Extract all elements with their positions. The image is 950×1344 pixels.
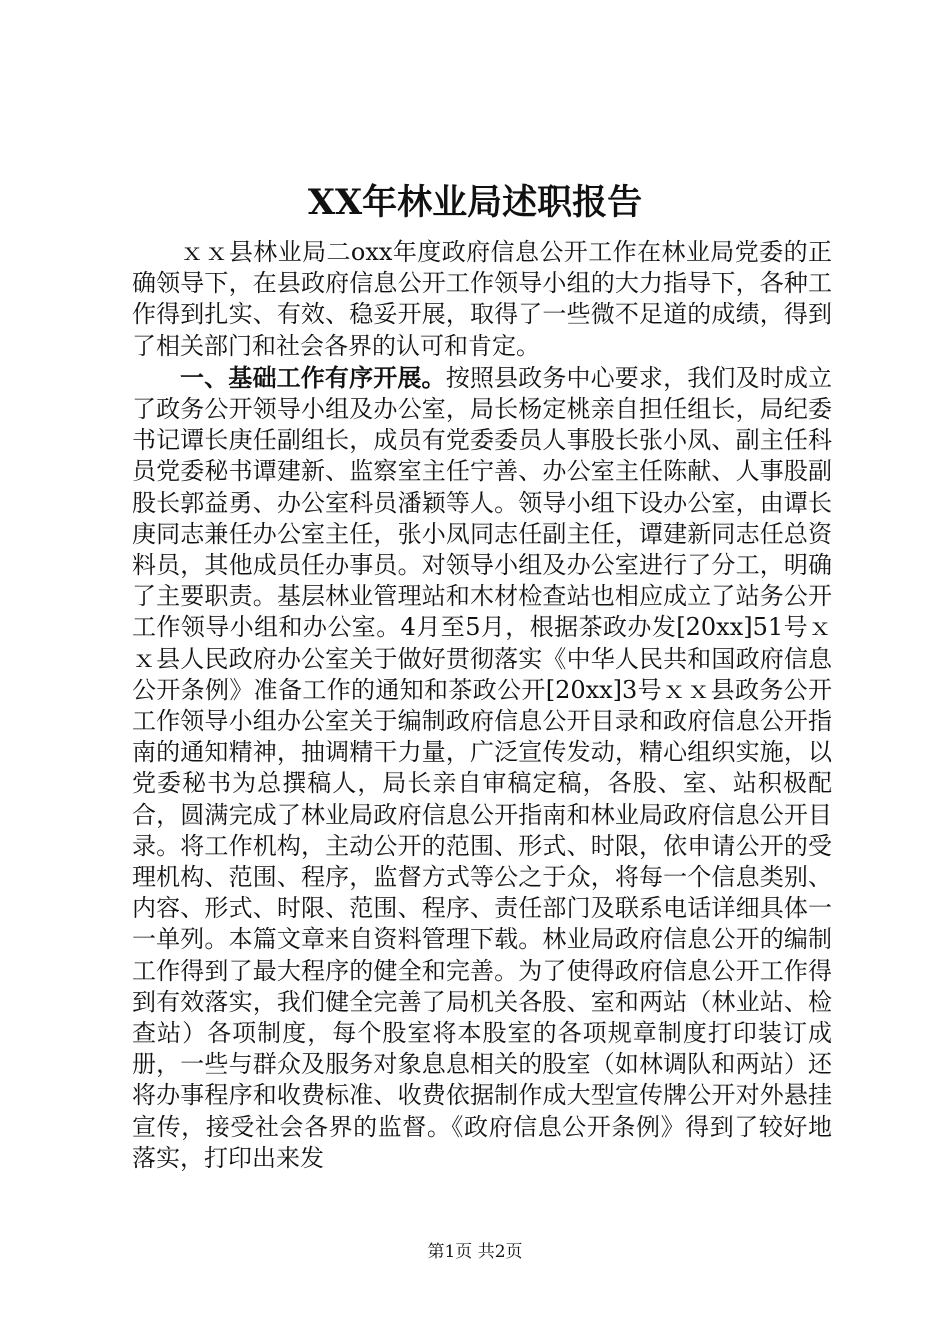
- section-1-paragraph: [132, 362, 832, 1174]
- section-1-text: 按照县政务中心要求，我们及时成立了政务公开领导小组及办公室，局长杨定桃亲自担任组长，局纪委书记谭长庚任副组长，成员有党委委员人事股长张小凤、副主任科员党委秘书谭建新、监察室主任宁善、办公室主任陈献、人事股副股长郭益勇、办公室科员潘颖等人。领导小组下设办公室，由谭长庚同志兼任办公室主任，张小凤同志任副主任，谭建新同志任总资料员，其他成员任办事员。对领导小组及办公室进行了分工，明确了主要职责。基层林业管理站和木材检查站也相应成立了站务公开工作领导小组和办公室。4月至5月，根据茶政办发[20xx]51号ｘｘ县人民政府办公室关于做好贯彻落实《中华人民共和国政府信息公开条例》准备工作的通知和茶政公开[20xx]3号ｘｘ县政务公开工作领导小组办公室关于编制政府信息公开目录和政府信息公开指南的通知精神，抽调精干力量，广泛宣传发动，精心组织实施，以党委秘书为总撰稿人，局长亲自审稿定稿，各股、室、站积极配合，圆满完成了林业局政府信息公开指南和林业局政府信息公开目录。将工作机构，主动公开的范围、形式、时限，依申请公开的受理机构、范围、程序，监督方式等公之于众，将每一个信息类别、内容、形式、时限、范围、程序、责任部门及联系电话详细具体一一单列。本篇文章来自资料管理下载。林业局政府信息公开的编制工作得到了最大程序的健全和完善。为了使得政府信息公开工作得到有效落实，我们健全完善了局机关各股、室和两站（林业站、检查站）各项制度，每个股室将本股室的各项规章制度打印装订成册，一些与群众及服务对象息息相关的股室（如林调队和两站）还将办事程序和收费标准、收费依据制作成大型宣传牌公开对外悬挂宣传，接受社会各界的监督。《政府信息公开条例》得到了较好地落实，打印出来发: [132, 363, 833, 1172]
- document-title: XX年林业局述职报告: [307, 182, 643, 223]
- page-number-footer: 第1页 共2页: [427, 1242, 523, 1262]
- document-body: [132, 237, 832, 1174]
- intro-paragraph: ｘｘ县林业局二oxx年度政府信息公开工作在林业局党委的正确领导下，在县政府信息公开工作领导小组的大力指导下，各种工作得到扎实、有效、稳妥开展，取得了一些微不足道的成绩，得到了相关部门和社会各界的认可和肯定。: [132, 238, 832, 360]
- section-1-heading: 一、基础工作有序开展。: [180, 362, 446, 392]
